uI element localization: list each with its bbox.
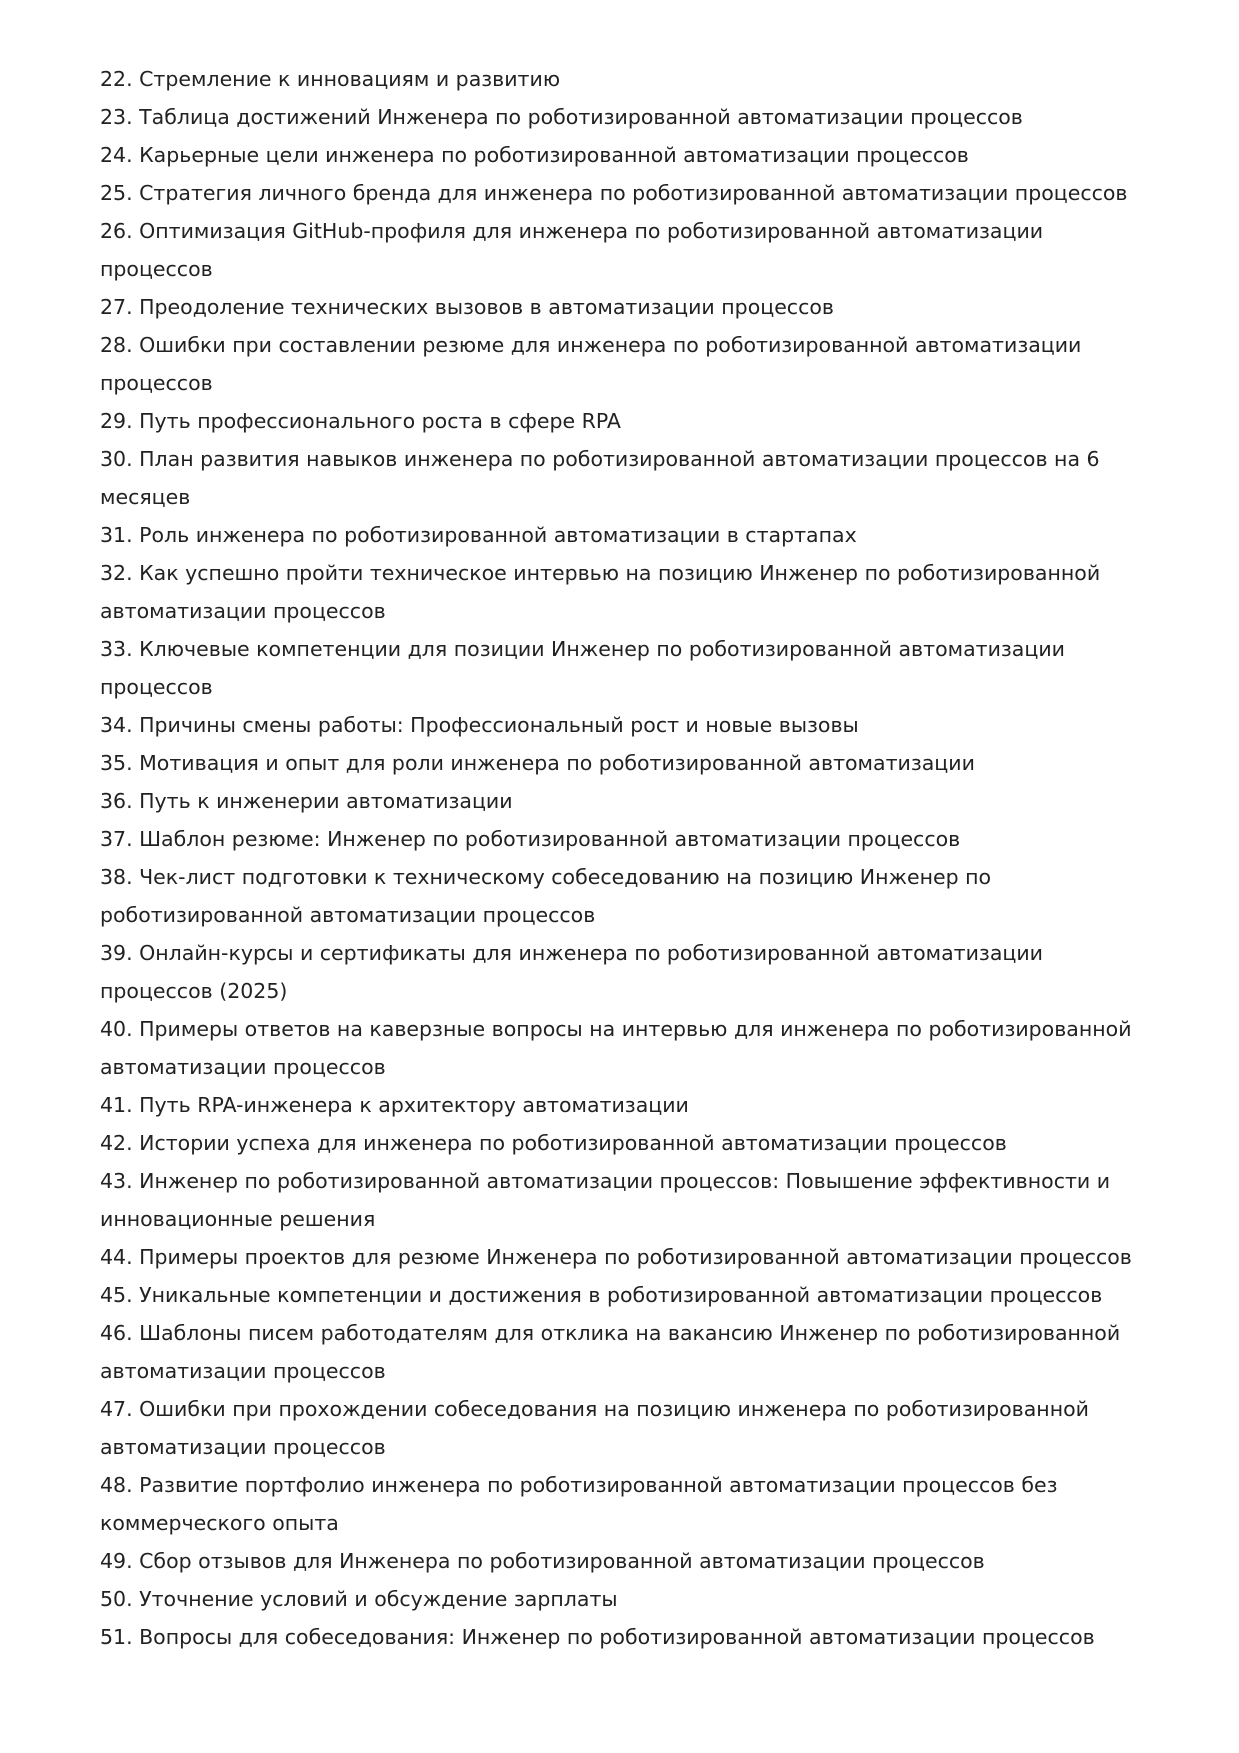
toc-item-33: 33. Ключевые компетенции для позиции Инженер по роботизированной автоматизации процессов — [100, 637, 1065, 699]
toc-item-36: 36. Путь к инженерии автоматизации — [100, 789, 513, 813]
toc-item-45: 45. Уникальные компетенции и достижения в роботизированной автоматизации процессов — [100, 1283, 1103, 1307]
toc-item-43: 43. Инженер по роботизированной автоматизации процессов: Повышение эффективности и инновационные решения — [100, 1169, 1111, 1231]
toc-item-49: 49. Сбор отзывов для Инженера по роботизированной автоматизации процессов — [100, 1549, 985, 1573]
toc-item-46: 46. Шаблоны писем работодателям для отклика на вакансию Инженер по роботизированной автоматизации процессов — [100, 1321, 1121, 1383]
toc-item-28: 28. Ошибки при составлении резюме для инженера по роботизированной автоматизации процессов — [100, 333, 1082, 395]
toc-item-35: 35. Мотивация и опыт для роли инженера по роботизированной автоматизации — [100, 751, 975, 775]
toc-item-39: 39. Онлайн-курсы и сертификаты для инженера по роботизированной автоматизации процессов (2025) — [100, 941, 1043, 1003]
toc-item-37: 37. Шаблон резюме: Инженер по роботизированной автоматизации процессов — [100, 827, 961, 851]
toc-item-44: 44. Примеры проектов для резюме Инженера по роботизированной автоматизации процессов — [100, 1245, 1132, 1269]
toc-item-31: 31. Роль инженера по роботизированной автоматизации в стартапах — [100, 523, 857, 547]
toc-item-34: 34. Причины смены работы: Профессиональный рост и новые вызовы — [100, 713, 859, 737]
toc-item-47: 47. Ошибки при прохождении собеседования на позицию инженера по роботизированной автоматизации процессов — [100, 1397, 1089, 1459]
toc-item-32: 32. Как успешно пройти техническое интервью на позицию Инженер по роботизированной автоматизации процессов — [100, 561, 1101, 623]
toc-item-23: 23. Таблица достижений Инженера по роботизированной автоматизации процессов — [100, 105, 1023, 129]
toc-item-38: 38. Чек-лист подготовки к техническому собеседованию на позицию Инженер по роботизированной автоматизации процессов — [100, 865, 992, 927]
toc-item-41: 41. Путь RPA-инженера к архитектору автоматизации — [100, 1093, 689, 1117]
toc-item-24: 24. Карьерные цели инженера по роботизированной автоматизации процессов — [100, 143, 969, 167]
toc-item-51: 51. Вопросы для собеседования: Инженер по роботизированной автоматизации процессов — [100, 1625, 1095, 1649]
toc-item-30: 30. План развития навыков инженера по роботизированной автоматизации процессов на 6 месяцев — [100, 447, 1100, 509]
document-page — [100, 60, 1150, 1656]
toc-item-40: 40. Примеры ответов на каверзные вопросы на интервью для инженера по роботизированной автоматизации процессов — [100, 1017, 1132, 1079]
toc-item-48: 48. Развитие портфолио инженера по роботизированной автоматизации процессов без коммерческого опыта — [100, 1473, 1058, 1535]
toc-item-22: 22. Стремление к инновациям и развитию — [100, 67, 561, 91]
toc-list — [100, 60, 1150, 1656]
toc-item-27: 27. Преодоление технических вызовов в автоматизации процессов — [100, 295, 834, 319]
toc-item-50: 50. Уточнение условий и обсуждение зарплаты — [100, 1587, 618, 1611]
toc-item-29: 29. Путь профессионального роста в сфере RPA — [100, 409, 621, 433]
toc-item-42: 42. Истории успеха для инженера по роботизированной автоматизации процессов — [100, 1131, 1007, 1155]
toc-item-26: 26. Оптимизация GitHub-профиля для инженера по роботизированной автоматизации процессов — [100, 219, 1044, 281]
toc-item-25: 25. Стратегия личного бренда для инженера по роботизированной автоматизации процессов — [100, 181, 1128, 205]
